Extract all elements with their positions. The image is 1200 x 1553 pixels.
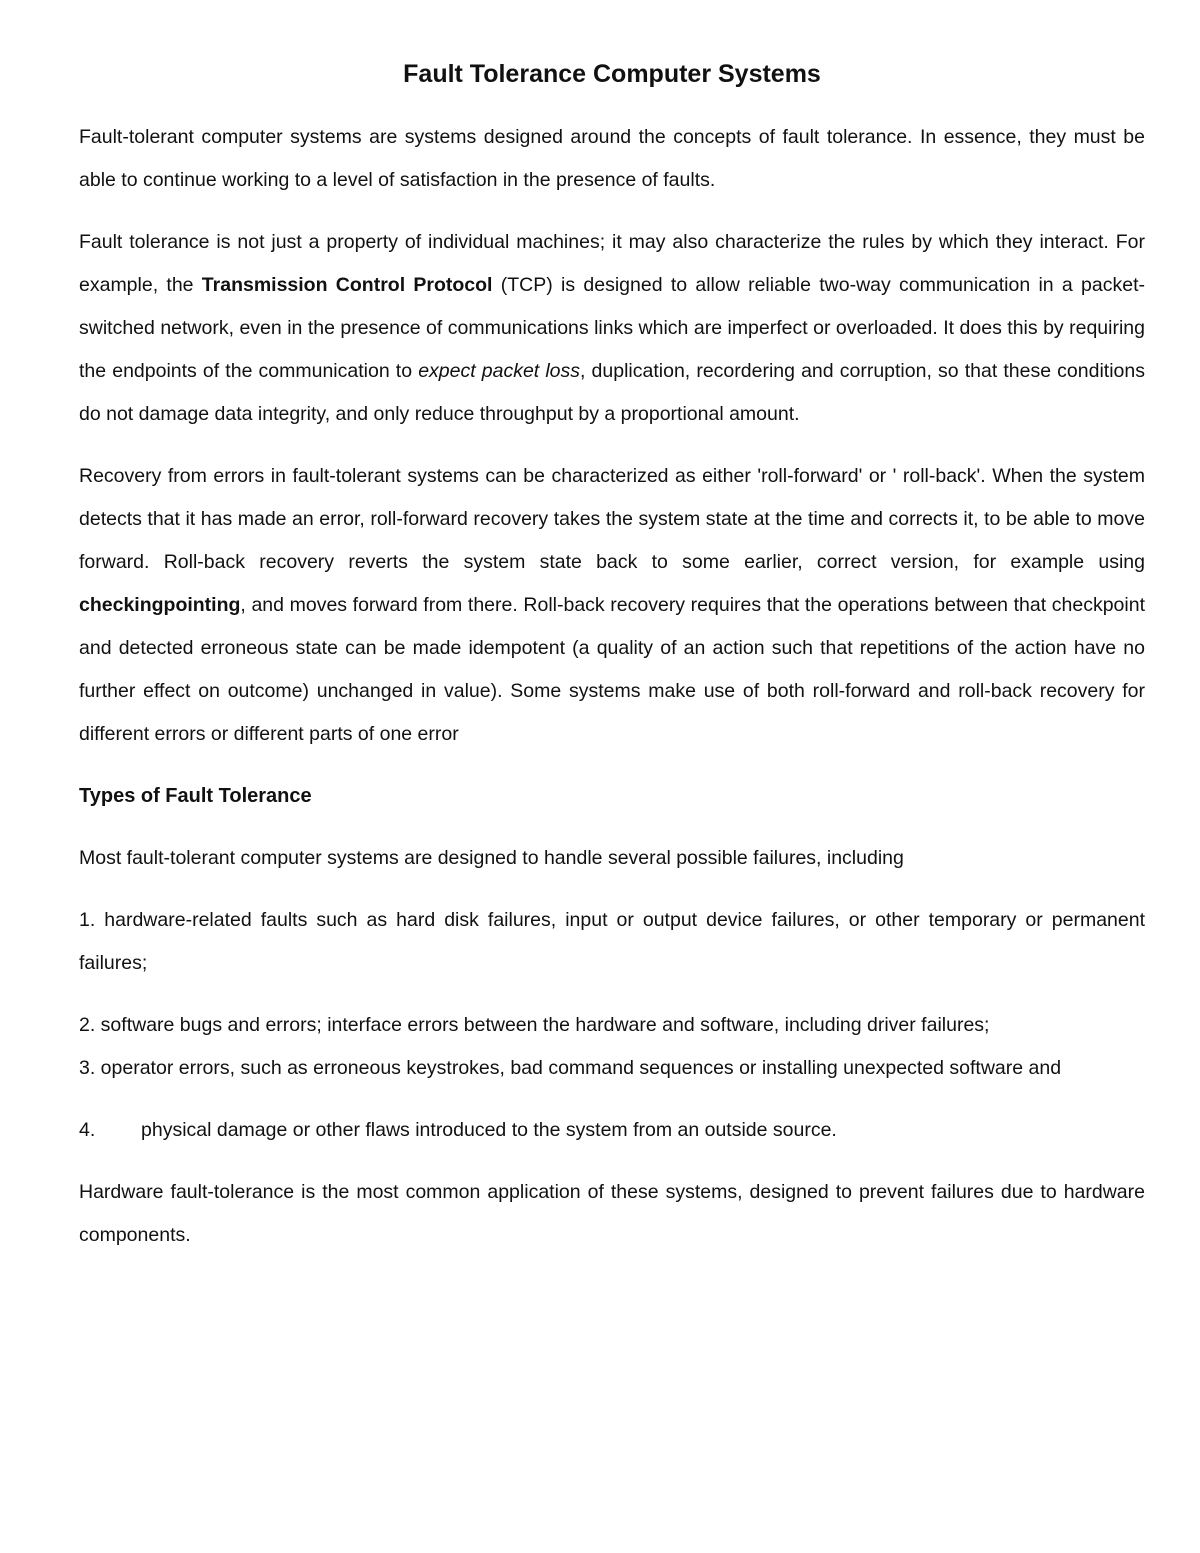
bold-term-tcp: Transmission Control Protocol (201, 274, 493, 296)
page-title: Fault Tolerance Computer Systems (403, 60, 821, 88)
text-run: , duplication, recordering and corruption, so that these conditions do not damage data integrity, and only reduce throughput by a proportional amount. (79, 360, 1145, 425)
paragraph-closing: Hardware fault-tolerance is the most common application of these systems, designed to prevent failures due to hardware components. (79, 1181, 1145, 1246)
list-item-2: 2. software bugs and errors; interface errors between the hardware and software, including driver failures; (79, 1014, 990, 1036)
list-item-3: 3. operator errors, such as erroneous keystrokes, bad command sequences or installing unexpected software and (79, 1057, 1062, 1079)
list-item-text: physical damage or other flaws introduced to the system from an outside source. (141, 1119, 837, 1141)
list-item-1: 1. hardware-related faults such as hard disk failures, input or output device failures, or other temporary or permanent failures; (79, 909, 1145, 974)
text-run: Fault tolerance is not just a property of individual machines; it may also characterize the rules by which they interact. For example, the (79, 231, 1145, 296)
paragraph-types-intro: Most fault-tolerant computer systems are designed to handle several possible failures, including (79, 847, 904, 869)
list-item-4 (79, 1109, 1145, 1152)
text-run: Recovery from errors in fault-tolerant systems can be characterized as either 'roll-forward' or ' roll-back'. When the system detects that it has made an error, roll-forward recovery takes the system state at the time and corrects it, to be able to move forward. Roll-back recovery reverts the system state back to some earlier, correct version, for example using (79, 465, 1145, 573)
italic-phrase: expect packet loss (418, 360, 581, 382)
paragraph-intro: Fault-tolerant computer systems are systems designed around the concepts of fault tolerance. In essence, they must be able to continue working to a level of satisfaction in the presence of faults. (79, 126, 1145, 191)
section-heading: Types of Fault Tolerance (79, 785, 312, 807)
paragraph-tcp (79, 221, 1145, 436)
list-number: 4. (79, 1119, 96, 1141)
bold-term-checkpointing: checkingpointing (79, 594, 241, 616)
paragraph-recovery (79, 455, 1145, 756)
text-run: , and moves forward from there. Roll-back recovery requires that the operations between that checkpoint and detected erroneous state can be made idempotent (a quality of an action such that repetitions of the action have no further effect on outcome) unchanged in value). Some systems make use of both roll-forward and roll-back recovery for different errors or different parts of one error (79, 594, 1145, 745)
text-run: (TCP) is designed to allow reliable two-way communication in a packet-switched network, even in the presence of communications links which are imperfect or overloaded. It does this by requiring the endpoints of the communication to (79, 274, 1145, 382)
